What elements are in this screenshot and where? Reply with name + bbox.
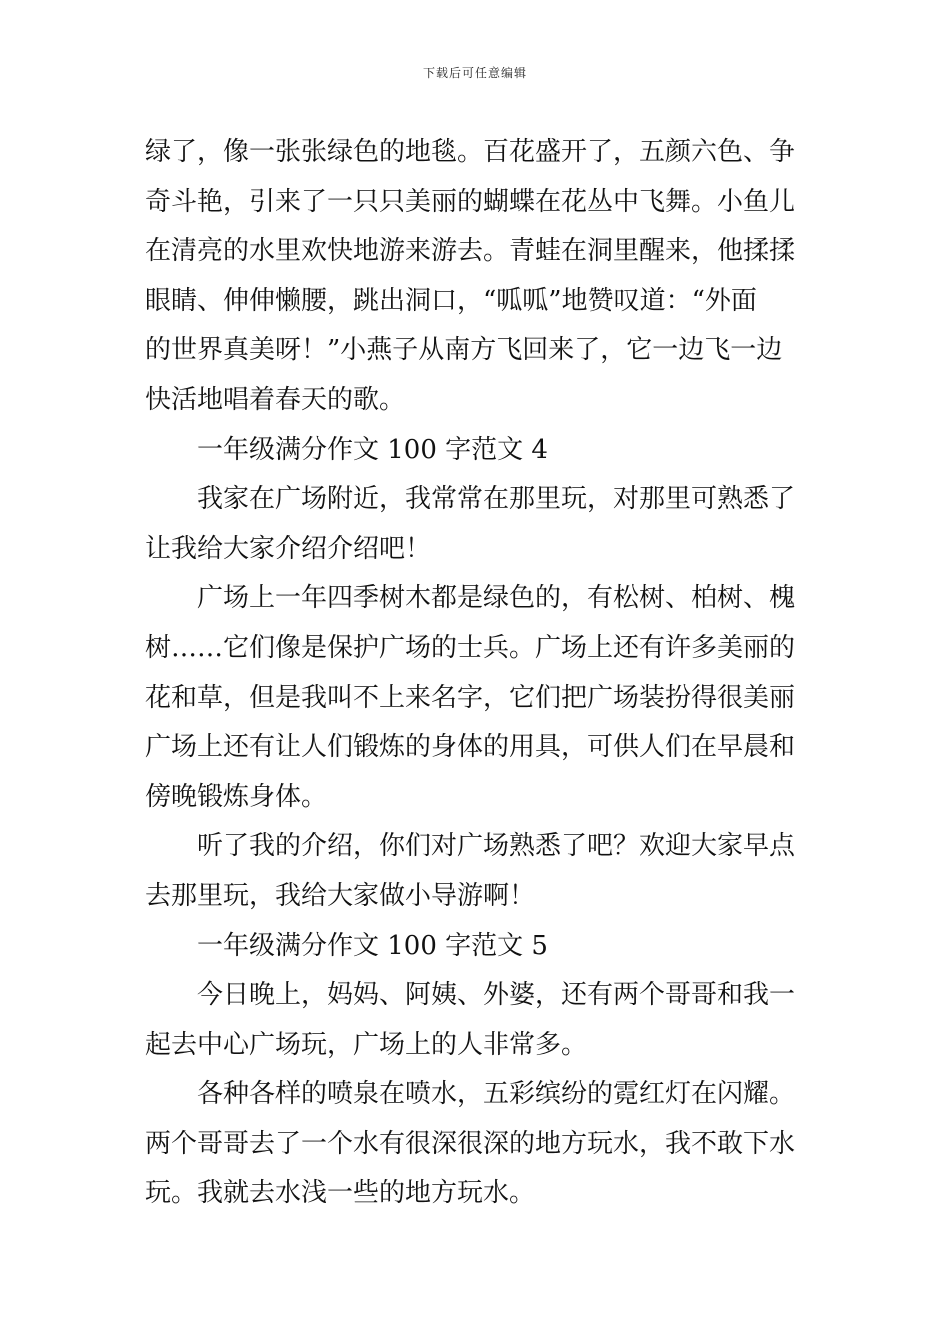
text-line: 眼睛、伸伸懒腰，跳出洞口，“呱呱”地赞叹道：“外面 xyxy=(145,285,757,316)
text-line: 玩。我就去水浅一些的地方玩水。 xyxy=(145,1178,536,1209)
section-heading: 一年级满分作文 100 字范文 4 xyxy=(197,434,548,465)
section-heading: 一年级满分作文 100 字范文 5 xyxy=(197,930,548,961)
text-line: 各种各样的喷泉在喷水，五彩缤纷的霓红灯在闪耀。 xyxy=(197,1079,796,1110)
text-line: 广场上一年四季树木都是绿色的，有松树、柏树、槐 xyxy=(197,583,796,614)
document-body xyxy=(145,128,807,1219)
text-line: 听了我的介绍，你们对广场熟悉了吧？欢迎大家早点 xyxy=(197,831,796,862)
text-line: 今日晚上，妈妈、阿姨、外婆，还有两个哥哥和我一 xyxy=(197,980,796,1011)
text-line: 傍晚锻炼身体。 xyxy=(145,781,328,812)
page-header: 下载后可任意编辑 xyxy=(422,66,527,80)
text-line: 起去中心广场玩，广场上的人非常多。 xyxy=(145,1029,588,1060)
text-line: 快活地唱着春天的歌。 xyxy=(145,384,406,415)
text-line: 在清亮的水里欢快地游来游去。青蛙在洞里醒来，他揉揉 xyxy=(145,236,796,267)
text-line: 让我给大家介绍介绍吧！ xyxy=(145,533,432,564)
text-line: 绿了，像一张张绿色的地毯。百花盛开了，五颜六色、争 xyxy=(145,137,796,167)
text-line: 奇斗艳，引来了一只只美丽的蝴蝶在花丛中飞舞。小鱼儿 xyxy=(145,186,796,217)
text-line: 的世界真美呀！”小燕子从南方飞回来了，它一边飞一边 xyxy=(145,335,783,366)
text-line: 两个哥哥去了一个水有很深很深的地方玩水，我不敢下水 xyxy=(145,1128,796,1159)
text-line: 花和草，但是我叫不上来名字，它们把广场装扮得很美丽 xyxy=(145,682,796,713)
text-line: 去那里玩，我给大家做小导游啊！ xyxy=(145,880,536,911)
text-line: 广场上还有让人们锻炼的身体的用具，可供人们在早晨和 xyxy=(145,732,796,763)
text-line: 我家在广场附近，我常常在那里玩，对那里可熟悉了 xyxy=(197,484,796,515)
text-line: 树……它们像是保护广场的士兵。广场上还有许多美丽的 xyxy=(145,632,796,663)
